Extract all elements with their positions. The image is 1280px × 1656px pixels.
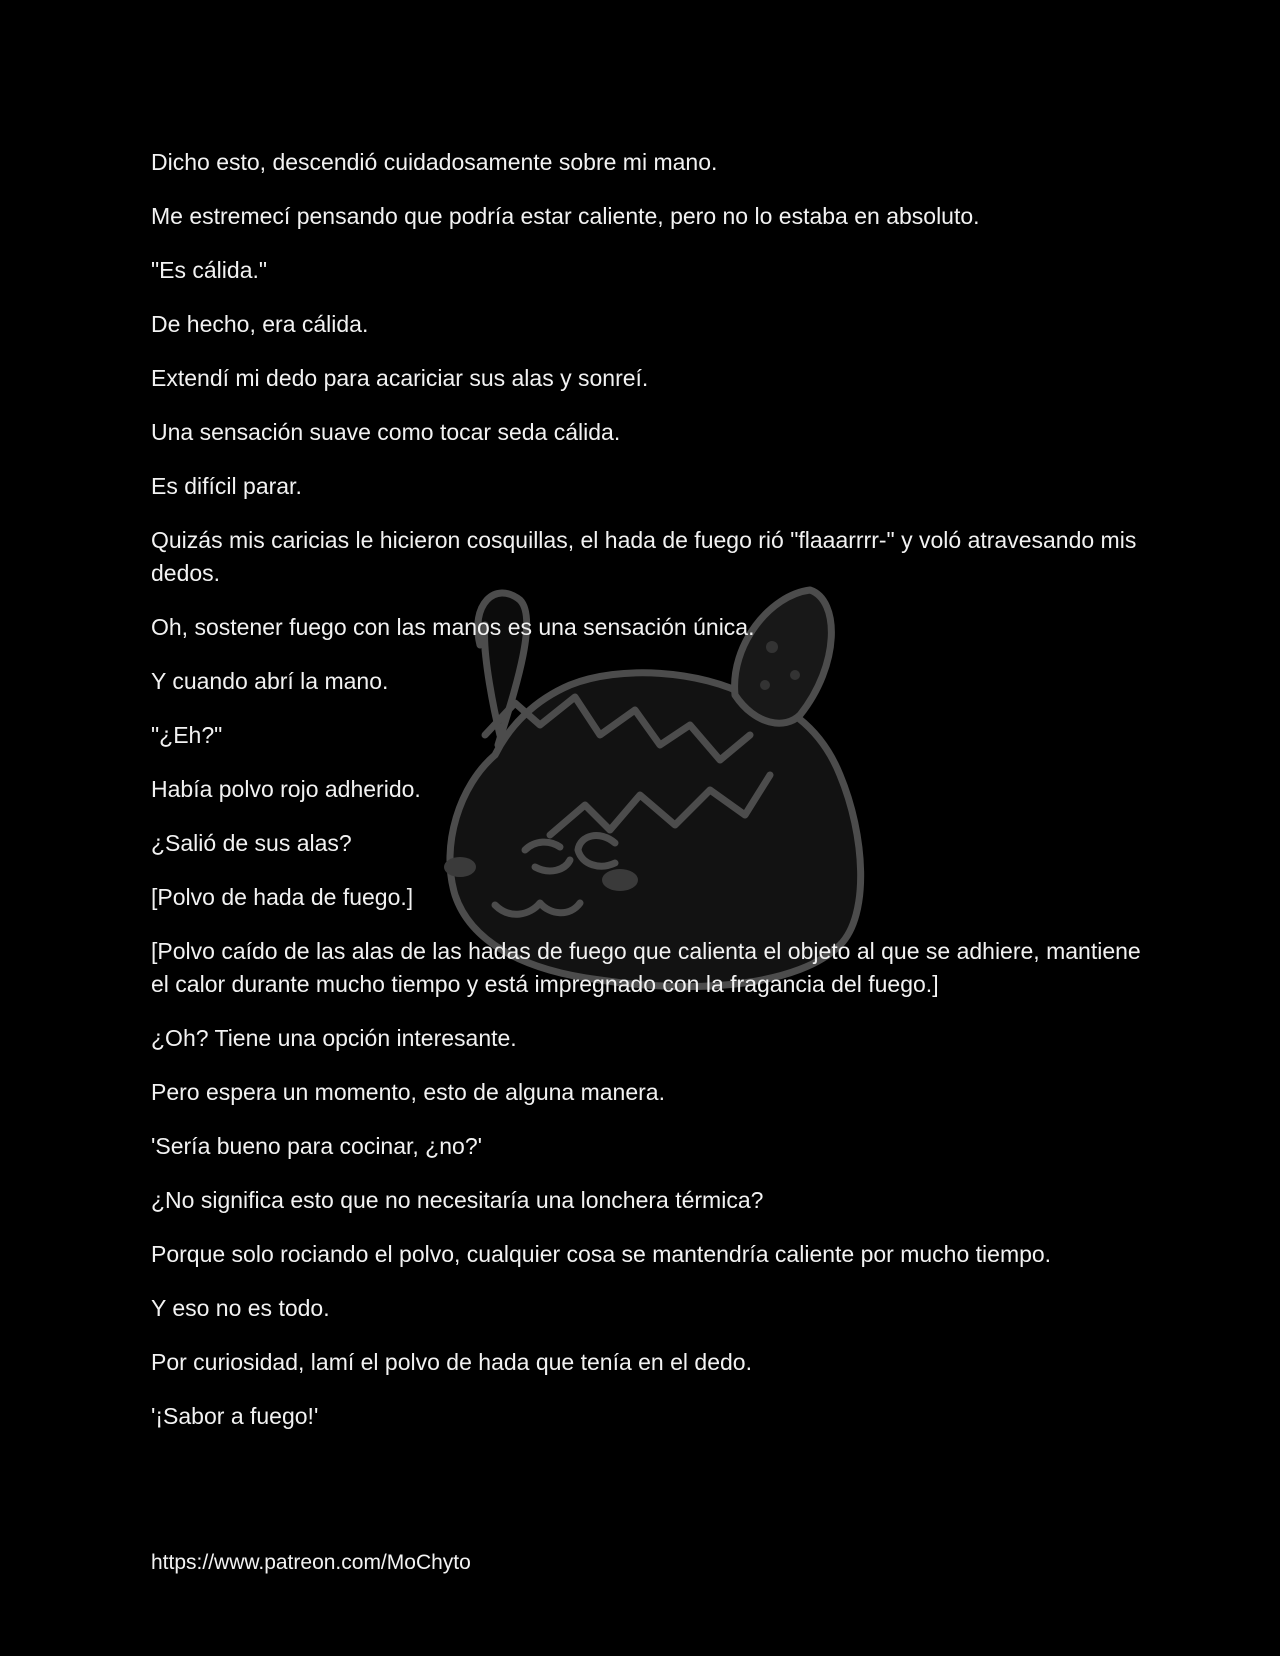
- paragraph: Dicho esto, descendió cuidadosamente sobre mi mano.: [151, 149, 718, 175]
- paragraph: Y cuando abrí la mano.: [151, 668, 389, 694]
- paragraph: [Polvo de hada de fuego.]: [151, 884, 414, 910]
- paragraph: Quizás mis caricias le hicieron cosquillas, el hada de fuego rió "flaaarrrr-" y voló atravesando mis dedos.: [151, 527, 1137, 586]
- paragraph: Pero espera un momento, esto de alguna manera.: [151, 1079, 665, 1105]
- paragraph: 'Sería bueno para cocinar, ¿no?': [151, 1133, 482, 1159]
- patreon-link[interactable]: https://www.patreon.com/MoChyto: [151, 1551, 471, 1574]
- paragraph: Oh, sostener fuego con las manos es una sensación única.: [151, 614, 755, 640]
- paragraph: Extendí mi dedo para acariciar sus alas y sonreí.: [151, 365, 649, 391]
- paragraph: ¿No significa esto que no necesitaría una lonchera térmica?: [151, 1187, 764, 1213]
- paragraph: '¡Sabor a fuego!': [151, 1403, 319, 1429]
- paragraph: Una sensación suave como tocar seda cálida.: [151, 419, 621, 445]
- paragraph: Es difícil parar.: [151, 473, 302, 499]
- paragraph: Me estremecí pensando que podría estar caliente, pero no lo estaba en absoluto.: [151, 203, 980, 229]
- paragraph: Y eso no es todo.: [151, 1295, 330, 1321]
- paragraph: ¿Salió de sus alas?: [151, 830, 352, 856]
- paragraph: ¿Oh? Tiene una opción interesante.: [151, 1025, 517, 1051]
- paragraph: "Es cálida.": [151, 257, 268, 283]
- paragraph: "¿Eh?": [151, 722, 223, 748]
- paragraph: Había polvo rojo adherido.: [151, 776, 421, 802]
- paragraph: De hecho, era cálida.: [151, 311, 369, 337]
- document-body: [151, 146, 1141, 1454]
- paragraph: [Polvo caído de las alas de las hadas de fuego que calienta el objeto al que se adhiere, mantiene el calor durante mucho tiempo y está impregnado con la fragancia del fuego.]: [151, 938, 1141, 997]
- paragraph: Por curiosidad, lamí el polvo de hada que tenía en el dedo.: [151, 1349, 752, 1375]
- paragraph: Porque solo rociando el polvo, cualquier cosa se mantendría caliente por mucho tiempo.: [151, 1241, 1052, 1267]
